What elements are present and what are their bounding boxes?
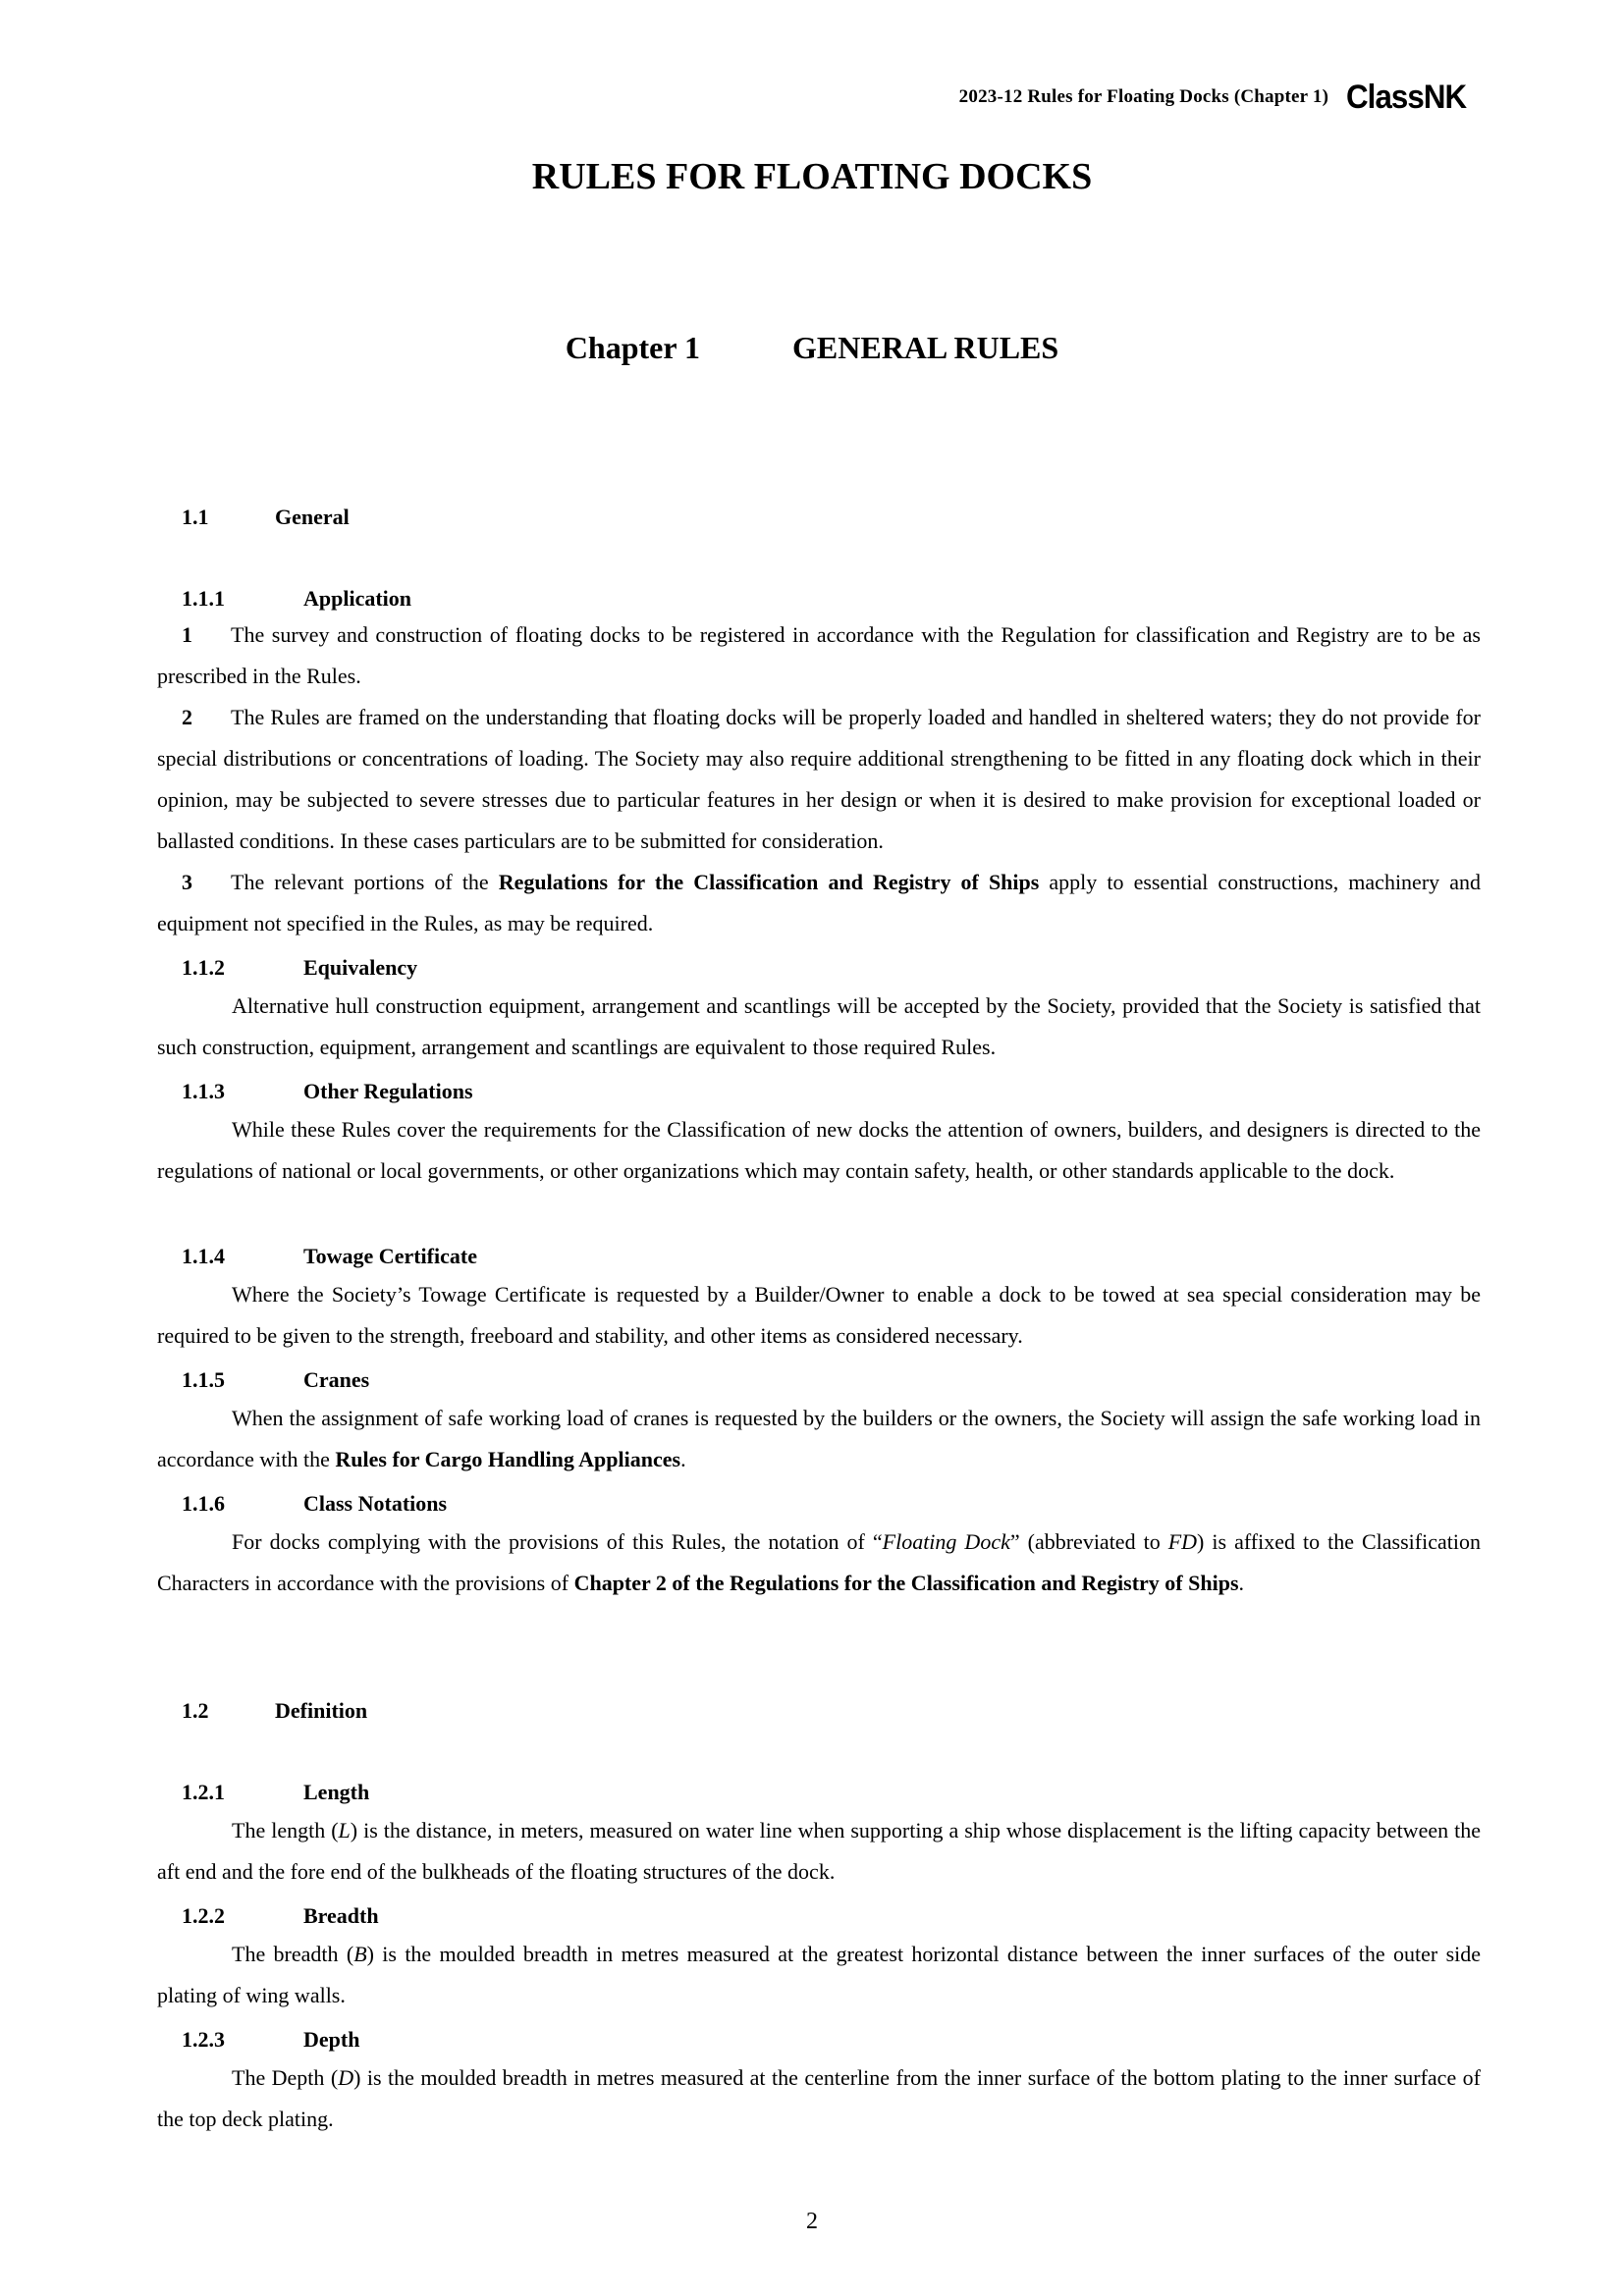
rules-reference: Rules for Cargo Handling Appliances — [335, 1447, 681, 1471]
chapter-title — [0, 330, 1624, 366]
paragraph-text: The survey and construction of floating docks to be registered in accordance with the Regulation for classification and Registry are to be as prescribed in the Rules. — [157, 622, 1481, 688]
subsection-title: Towage Certificate — [303, 1244, 477, 1268]
paragraph-1-2-1 — [157, 1810, 1481, 1893]
paragraph-text-part: . — [680, 1447, 686, 1471]
subsection-title: Cranes — [303, 1367, 370, 1392]
section-title: General — [275, 505, 350, 529]
paragraph-text-part: For docks complying with the provisions of this Rules, the notation of “ — [232, 1529, 883, 1554]
paragraph-number: 1 — [182, 622, 192, 647]
paragraph-text-part: ) is affixed to the Classification Characters in accordance with the provisions of — [157, 1529, 1481, 1595]
paragraph-1-1-1-2 — [157, 697, 1481, 862]
running-header-text: 2023-12 Rules for Floating Docks (Chapter 1) — [958, 86, 1329, 107]
paragraph-text-part: The Depth ( — [232, 2065, 339, 2090]
subsection-number: 1.1.5 — [182, 1367, 225, 1392]
subsection-title: Length — [303, 1780, 370, 1804]
paragraph-number: 3 — [182, 870, 192, 894]
subsection-number: 1.1.3 — [182, 1079, 225, 1103]
page-number: 2 — [806, 2209, 818, 2234]
subsection-title: Application — [303, 586, 412, 611]
paragraph-text-part: The length ( — [232, 1818, 339, 1842]
paragraph-1-1-1-3 — [157, 862, 1481, 944]
chapter-name: GENERAL RULES — [792, 330, 1059, 365]
paragraph-number: 2 — [182, 705, 192, 729]
chapter-number: Chapter 1 — [565, 330, 700, 365]
subsection-number: 1.2.2 — [182, 1903, 225, 1928]
subsection-heading-1-1-2 — [182, 957, 417, 979]
subsection-number: 1.1.4 — [182, 1244, 225, 1268]
classnk-logo: ClassNK — [1346, 79, 1467, 116]
section-heading-1-1 — [182, 507, 350, 528]
subsection-number: 1.1.1 — [182, 586, 225, 611]
subsection-title: Other Regulations — [303, 1079, 473, 1103]
regulations-reference: Chapter 2 of the Regulations for the Classification and Registry of Ships — [573, 1571, 1239, 1595]
section-number: 1.2 — [182, 1698, 209, 1723]
subsection-heading-1-2-2 — [182, 1905, 379, 1927]
subsection-number: 1.2.3 — [182, 2027, 225, 2052]
document-title: RULES FOR FLOATING DOCKS — [531, 156, 1093, 197]
running-header — [959, 80, 1477, 114]
paragraph-text-part: . — [1238, 1571, 1245, 1595]
paragraph-text-part: apply to essential constructions, machinery and equipment not specified in the Rules, as may be required. — [157, 870, 1481, 935]
symbol-l: L — [338, 1818, 351, 1842]
subsection-heading-1-2-3 — [182, 2029, 359, 2051]
paragraph-1-1-2: Alternative hull construction equipment, arrangement and scantlings will be accepted by the Society, provided that the Society is satisfied that such construction, equipment, arrangement and scantlings are equivalent to those required Rules. — [157, 993, 1481, 1059]
section-number: 1.1 — [182, 505, 209, 529]
paragraph-text-part: ) is the moulded breadth in metres measured at the centerline from the inner surface of the bottom plating to the inner surface of the top deck plating. — [157, 2065, 1481, 2131]
subsection-heading-1-2-1 — [182, 1782, 369, 1803]
paragraph-1-1-3: While these Rules cover the requirements for the Classification of new docks the attention of owners, builders, and designers is directed to the regulations of national or local governments, or other organizations which may contain safety, health, or other standards applicable to the dock. — [157, 1117, 1481, 1183]
notation-floating-dock: Floating Dock — [882, 1529, 1010, 1554]
subsection-heading-1-1-1 — [182, 588, 411, 610]
paragraph-1-1-6 — [157, 1522, 1481, 1604]
notation-fd: FD — [1167, 1529, 1198, 1554]
subsection-number: 1.1.6 — [182, 1491, 225, 1516]
regulations-reference: Regulations for the Classification and Registry of Ships — [498, 870, 1040, 894]
paragraph-1-1-1-1 — [157, 614, 1481, 697]
subsection-title: Equivalency — [303, 955, 418, 980]
subsection-number: 1.1.2 — [182, 955, 225, 980]
paragraph-1-2-2 — [157, 1934, 1481, 2016]
paragraph-text-part: ” (abbreviated to — [1009, 1529, 1168, 1554]
paragraph-text-part: The relevant portions of the — [231, 870, 499, 894]
paragraph-1-1-5 — [157, 1398, 1481, 1480]
subsection-title: Class Notations — [303, 1491, 448, 1516]
paragraph-text-part: ) is the moulded breadth in metres measured at the greatest horizontal distance between the inner surfaces of the outer side plating of wing walls. — [157, 1942, 1482, 2007]
paragraph-text-part: The breadth ( — [232, 1942, 354, 1966]
paragraph-1-2-3 — [157, 2057, 1481, 2140]
subsection-title: Breadth — [303, 1903, 379, 1928]
subsection-title: Depth — [303, 2027, 360, 2052]
subsection-heading-1-1-5 — [182, 1369, 369, 1391]
subsection-heading-1-1-6 — [182, 1493, 447, 1515]
subsection-number: 1.2.1 — [182, 1780, 225, 1804]
symbol-d: D — [338, 2065, 354, 2090]
section-title: Definition — [275, 1698, 368, 1723]
paragraph-1-1-4: Where the Society’s Towage Certificate is requested by a Builder/Owner to enable a dock to be towed at sea special consideration may be required to be given to the strength, freeboard and stability, and other items as considered necessary. — [157, 1282, 1481, 1348]
section-heading-1-2 — [182, 1700, 367, 1722]
subsection-heading-1-1-4 — [182, 1246, 477, 1267]
paragraph-text-part: ) is the distance, in meters, measured on water line when supporting a ship whose displacement is the lifting capacity between the aft end and the fore end of the bulkheads of the floating structures of the dock. — [157, 1818, 1481, 1884]
subsection-heading-1-1-3 — [182, 1081, 473, 1102]
symbol-b: B — [353, 1942, 367, 1966]
paragraph-text: The Rules are framed on the understanding that floating docks will be properly loaded and handled in sheltered waters; they do not provide for special distributions or concentrations of loading. The Society may also require additional strengthening to be fitted in any floating dock which in their opinion, may be subjected to severe stresses due to particular features in her design or when it is desired to make provision for exceptional loaded or ballasted conditions. In these cases particulars are to be submitted for consideration. — [157, 705, 1481, 853]
paragraph-text-part: When the assignment of safe working load of cranes is requested by the builders or the owners, the Society will assign the safe working load in accordance with the — [157, 1406, 1481, 1471]
